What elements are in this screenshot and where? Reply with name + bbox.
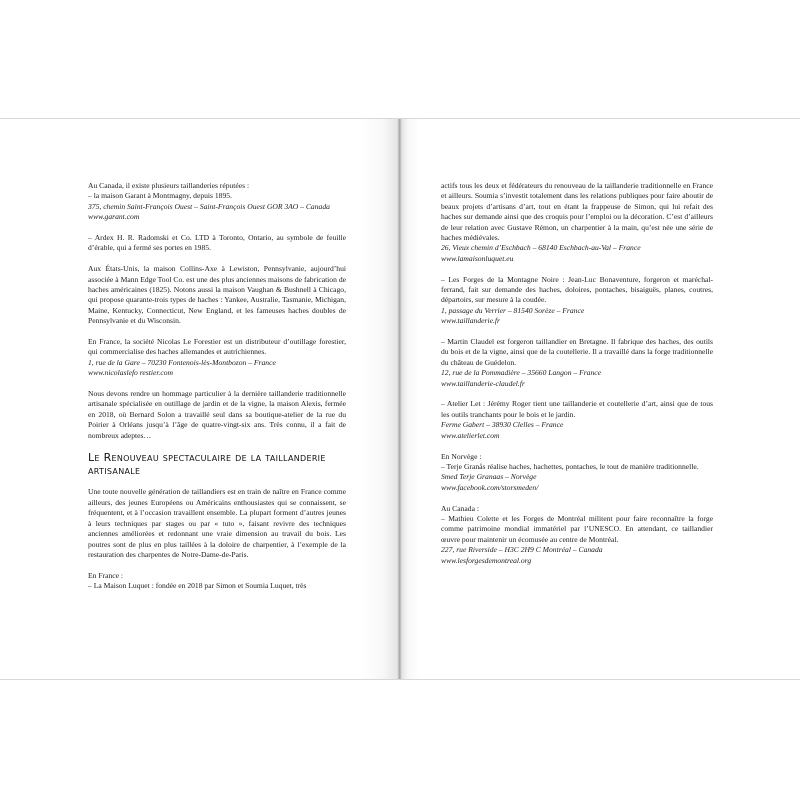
france-block [88,337,346,379]
paragraph: Aux États-Unis, la maison Collins-Axe à Lewiston, Pennsylvanie, aujourd’hui associée à Mann Edge Tool Co. est une des plus anciennes maisons de fabrication de haches américaines (1825). Notons aussi la maison Vaughan & Bushnell à Chicago, qui propose quarante-trois types de haches : Yankee, Australie, Tasmanie, Michigan, Maine, Kentucky, Connecticut, New England, et les fameuses haches doubles de Pennsylvanie et du Wisconsin. [88,264,346,326]
address: Ferme Gabert – 38930 Clelles – France [441,420,564,430]
address: 375, chemin Saint-François Ouest – Saint-François Ouest GOR 3AO – Canada [88,201,330,211]
website: www.lesforgesdemontreal.org [441,555,532,565]
right-page [441,181,713,576]
paragraph: En Norvège : [441,451,482,461]
paragraph: – Terje Granås réalise haches, hachettes, pontaches, le tout de manière traditionnelle. [441,461,699,471]
website: www.garant.com [88,212,140,222]
website: www.nicolaslefo restier.com [88,368,174,378]
montagne-noire-block [441,275,713,327]
paragraph: – la maison Garant à Montmagny, depuis 1895. [88,191,232,201]
paragraph: En France, la société Nicolas Le Forestier est un distributeur d’outillage forestier, qui commercialise des haches allemandes et autrichiennes. [88,337,346,357]
paragraph: actifs tous les deux et fédérateurs du renouveau de la taillanderie traditionnelle en France et ailleurs. Soumia s’investit totalement dans les relations publiques pour faire aboutir de beaux projets d’artisans d’art, tout en étant la frappeuse de Simon, qui lui refait des haches sur demande ainsi que des croquis pour l’emploi ou la décoration. C’est d’ailleurs de leur relation avec Gustave Rémon, un charpentier à la main, qu’est née une série de haches médiévales. [441,181,713,243]
address: 227, rue Riverside – H3C 2H9 C Montréal – Canada [441,545,603,555]
canada-montreal-block [441,504,713,566]
france-list-block [88,571,346,592]
paragraph: – Les Forges de la Montagne Noire : Jean-Luc Bonaventure, forgeron et maréchal-ferrand, fait sur demande des haches, doloires, pontaches, bisaiguës, planes, coutres, départoirs, sur mesure à la coudée. [441,274,713,305]
canada-block [88,181,346,223]
atelier-let-block [441,399,713,441]
luquet-block [441,181,713,264]
address: 12, rue de la Pommadière – 35660 Langon – France [441,368,602,378]
paragraph: – Ardex H. R. Radomski et Co. LTD à Toronto, Ontario, au symbole de feuille d’érable, qui a fermé ses portes en 1985. [88,233,346,253]
paragraph: Au Canada : [441,503,479,513]
section-heading: Le Renouveau spectaculaire de la taillanderie artisanale [88,451,326,478]
website: www.facebook.com/storsmeden/ [441,482,539,492]
claudel-block [441,337,713,389]
address: Smed Terje Granaas – Norvège [441,472,537,482]
address: 1, rue de la Gare – 70230 Fontenois-lès-Montbozon – France [88,357,276,367]
website: www.lamaisonluquet.eu [441,253,514,263]
paragraph: Une toute nouvelle génération de taillandiers est en train de naître en France comme ailleurs, des jeunes Européens ou Américains enthousiastes qui se connaissent, se fréquentent, et à l’occasion travaillent ensemble. La plupart forment d’autres jeunes à leurs techniques par stages ou par « tuto », faisant revivre des techniques anciennes améliorées et redonnant une vraie dimension au travail du bois. Les poutres sont de plus en plus taillées à la doloire de charpentier, à l’exemple de la restauration des charpentes de Notre-Dame-de-Paris. [88,487,346,559]
paragraph: – Atelier Let : Jérémy Roger tient une taillanderie et coutellerie d’art, ainsi que de tous les outils tranchants pour le bois et le jardin. [441,399,713,419]
address: 26, Vieux chemin d’Eschbach – 68140 Eschbach-au-Val – France [441,243,641,253]
website: www.taillanderie.fr [441,316,500,326]
paragraph: Au Canada, il existe plusieurs taillanderies réputées : [88,181,250,190]
paragraph: Nous devons rendre un hommage particulier à la dernière taillanderie traditionnelle artisanale spécialisée en outillage de jardin et de la vigne, la maison Alexis, fermée en 2018, où Bernard Solon a travaillé seul dans sa boutique-atelier de la rue du Poirier à Orléans jusqu’à l’âge de quatre-vingt-six ans. Très connu, il a fait de nombreux adeptes… [88,389,346,440]
paragraph: – Martin Claudel est forgeron taillandier en Bretagne. Il fabrique des haches, des outils du bois et de la vigne, ainsi que de la coutellerie. Il a travaillé dans la forge traditionnelle du château de Guédelon. [441,337,713,367]
paragraph: – Mathieu Colette et les Forges de Montréal militent pour faire reconnaître la forge comme patrimoine mondial immatériel par l’UNESCO. En attendant, ce taillandier œuvre pour maintenir un écomusée au centre de Montréal. [441,513,713,544]
left-page [88,181,346,602]
norway-block [441,452,713,494]
address: 1, passage du Verrier – 81540 Sorèze – France [441,305,585,315]
paragraph: – La Maison Luquet : fondée en 2018 par Simon et Soumia Luquet, très [88,581,307,591]
book-gutter [360,119,420,679]
paragraph: En France : [88,570,124,580]
book-spread [0,118,800,680]
website: www.atelierlet.com [441,430,500,440]
website: www.taillanderie-claudel.fr [441,378,525,388]
